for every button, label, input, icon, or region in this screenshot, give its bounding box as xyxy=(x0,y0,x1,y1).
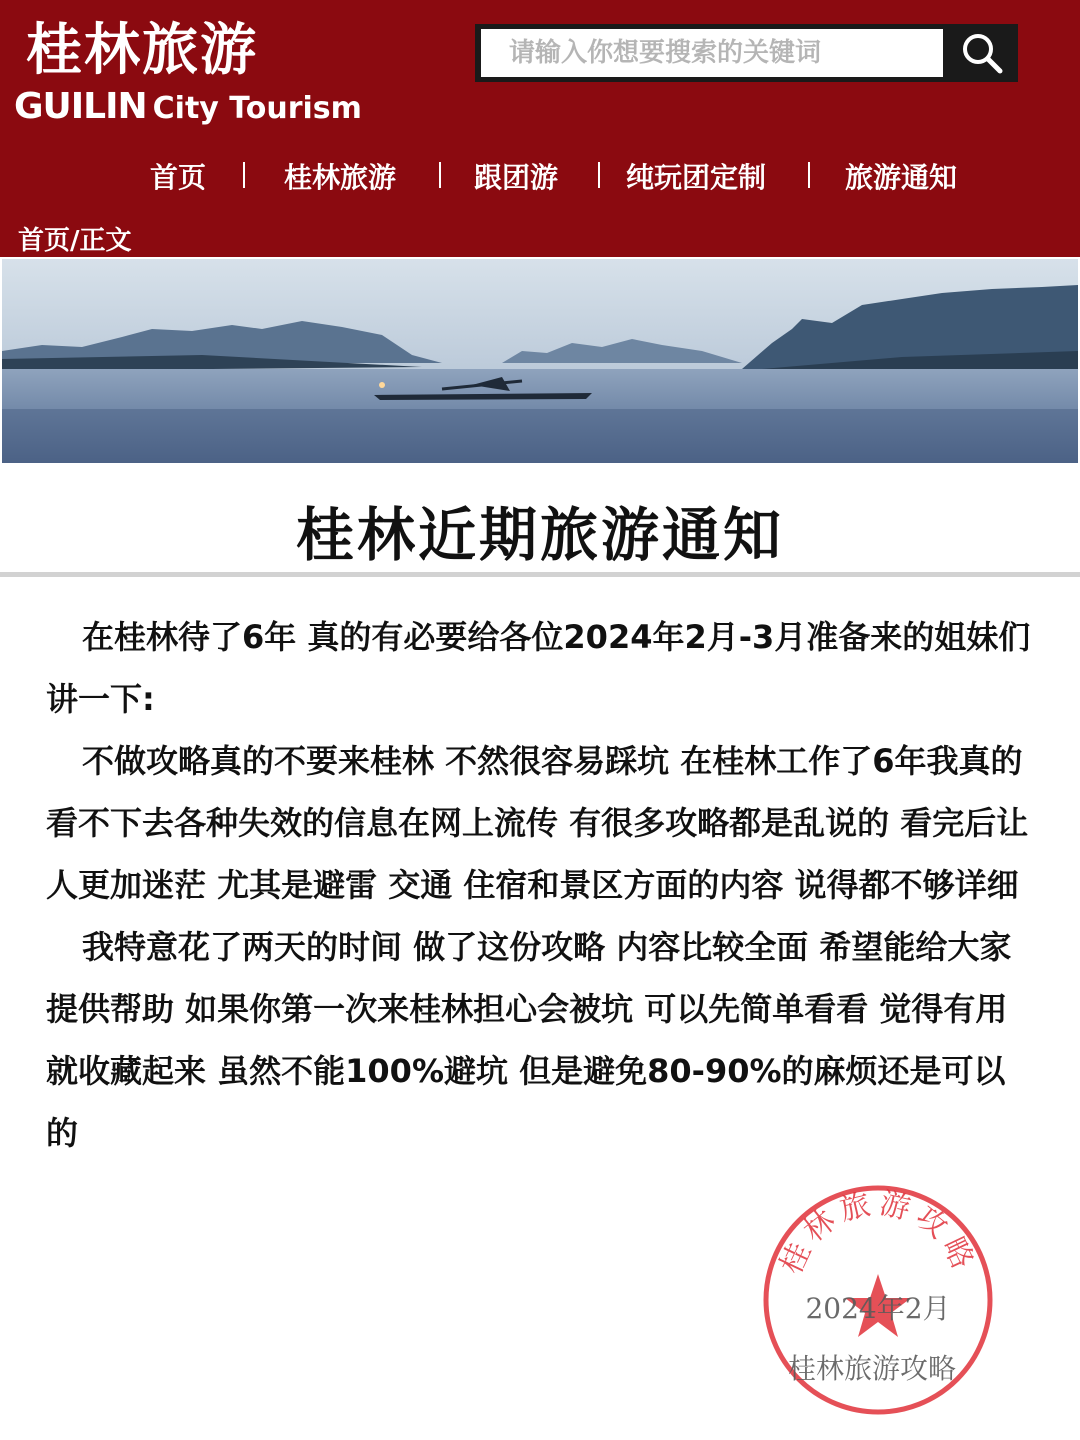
logo-en-main: GUILIN xyxy=(14,86,147,127)
breadcrumb[interactable]: 首页/正文 xyxy=(18,226,132,256)
seal-bottom-text: 桂林旅游攻略 xyxy=(787,1352,957,1385)
nav-separator xyxy=(439,162,441,188)
site-header xyxy=(0,0,1080,257)
article-paragraph: 在桂林待了6年 真的有必要给各位2024年2月-3月准备来的姐妹们讲一下: xyxy=(46,618,1031,718)
nav-item-guilin-tourism[interactable]: 桂林旅游 xyxy=(284,161,397,194)
seal-ring-text: 桂林旅游攻略 xyxy=(773,1185,983,1280)
search-button[interactable] xyxy=(945,24,1018,82)
search-icon xyxy=(960,31,1004,75)
logo-chinese[interactable]: 桂林旅游 xyxy=(26,18,258,83)
nav-item-custom-tour[interactable]: 纯玩团定制 xyxy=(626,161,767,194)
seal-icon xyxy=(760,1182,996,1418)
nav-separator xyxy=(243,162,245,188)
official-seal xyxy=(760,1182,996,1418)
logo-en-sub: City Tourism xyxy=(152,91,362,126)
main-nav xyxy=(0,150,1080,202)
logo-english[interactable] xyxy=(14,86,362,127)
article-paragraph: 我特意花了两天的时间 做了这份攻略 内容比较全面 希望能给大家提供帮助 如果你第一次来桂林担心会被坑 可以先简单看看 觉得有用就收藏起来 虽然不能100%避坑 但是避免80-90%的麻烦还是可以的 xyxy=(46,928,1012,1152)
banner-image xyxy=(2,259,1078,463)
nav-item-group-tour[interactable]: 跟团游 xyxy=(474,161,559,194)
nav-separator xyxy=(808,162,810,188)
article-paragraph: 不做攻略真的不要来桂林 不然很容易踩坑 在桂林工作了6年我真的看不下去各种失效的信息在网上流传 有很多攻略都是乱说的 看完后让人更加迷茫 尤其是避雷 交通 住宿和景区方面的内容 说得都不够详细 xyxy=(46,742,1029,904)
search-input[interactable] xyxy=(481,29,943,77)
title-divider xyxy=(0,572,1080,577)
banner-landscape xyxy=(2,259,1078,463)
seal-date: 2024年2月 xyxy=(805,1292,951,1325)
search-box xyxy=(475,24,1018,82)
article-title: 桂林近期旅游通知 xyxy=(295,501,784,569)
nav-item-travel-notice[interactable]: 旅游通知 xyxy=(845,161,958,194)
article-body xyxy=(46,606,1036,1164)
nav-separator xyxy=(598,162,600,188)
nav-item-home[interactable]: 首页 xyxy=(150,161,207,194)
svg-text:桂林旅游攻略 xyxy=(774,1186,983,1280)
